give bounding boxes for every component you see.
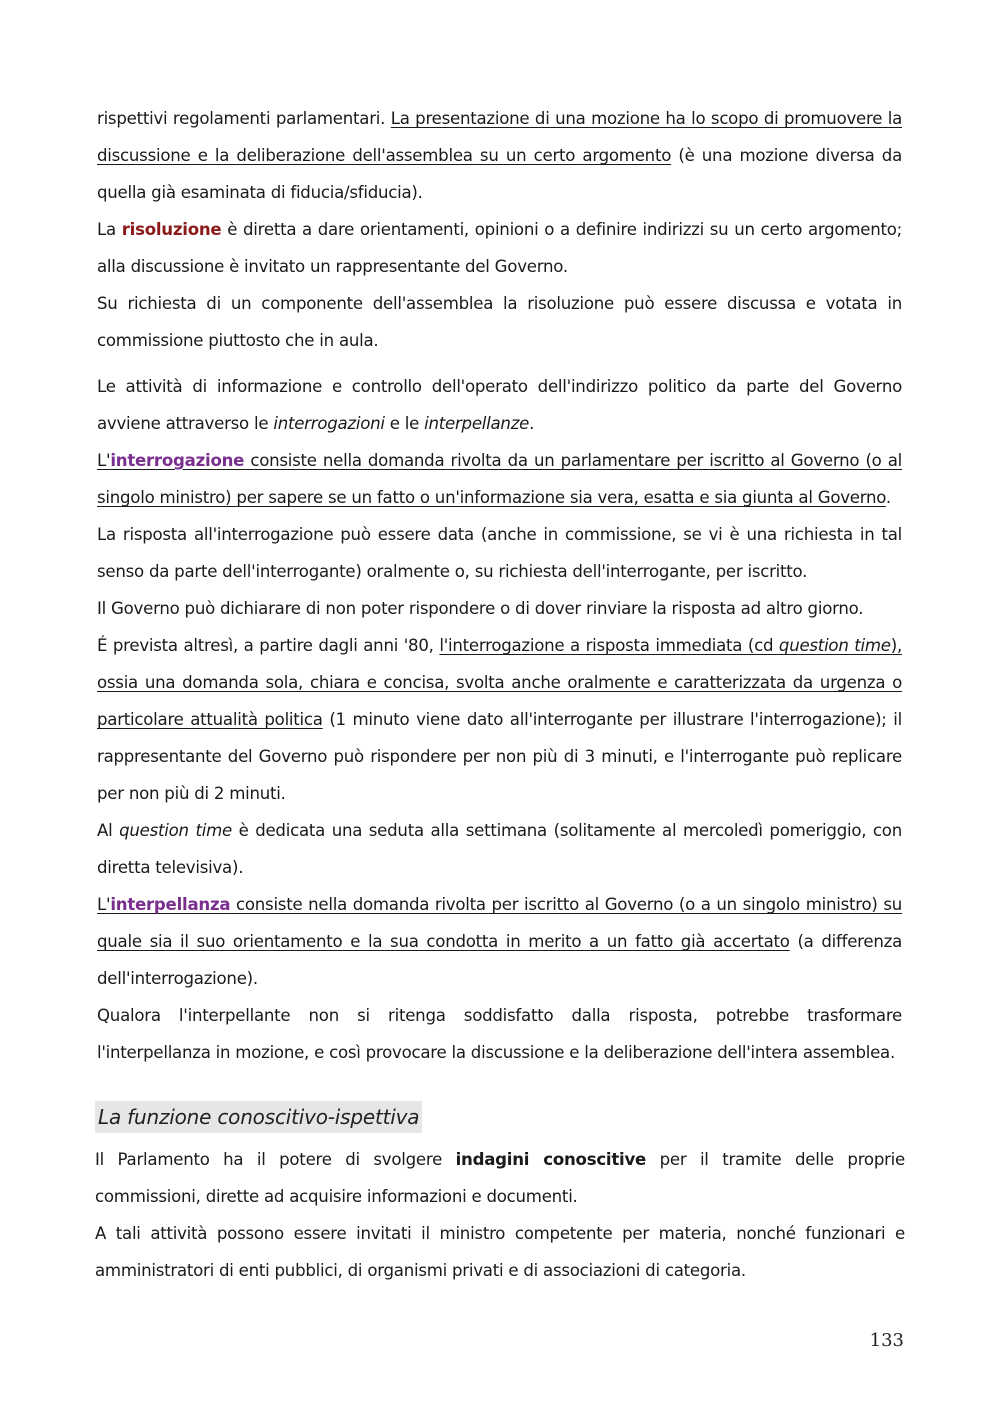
section-text-block [95,1141,905,1289]
paragraph-mozione: rispettivi regolamenti parlamentari. La presentazione di una mozione ha lo scopo di promuovere la discussione e la deliberazione dell'assemblea su un certo argomento (è una mozione diversa da quella già esaminata di fiducia/sfiducia). [97,109,902,202]
paragraph-interrogazione: L'interrogazione consiste nella domanda rivolta da un parlamentare per iscritto al Governo (o al singolo ministro) per sapere se un fatto o un'informazione sia vera, esatta e sia giunta al Governo. [97,451,902,507]
paragraph-interpellanza: L'interpellanza consiste nella domanda rivolta per iscritto al Governo (o a un singolo ministro) su quale sia il suo orientamento e la sua condotta in merito a un fatto già accertato (a differenza dell'interrogazione). [97,895,902,988]
paragraph-invitati: A tali attività possono essere invitati il ministro competente per materia, nonché funzionari e amministratori di enti pubblici, di organismi privati e di associazioni di categoria. [95,1224,905,1280]
body-text-block [97,100,902,1071]
paragraph-rinvio: Il Governo può dichiarare di non poter rispondere o di dover rinviare la risposta ad altro giorno. [97,599,864,618]
paragraph-indagini: Il Parlamento ha il potere di svolgere indagini conoscitive per il tramite delle proprie commissioni, dirette ad acquisire informazioni e documenti. [95,1150,905,1206]
paragraph-seduta: Al question time è dedicata una seduta alla settimana (solitamente al mercoledì pomeriggio, con diretta televisiva). [97,821,902,877]
paragraph-commissione: Su richiesta di un componente dell'assemblea la risoluzione può essere discussa e votata in commissione piuttosto che in aula. [97,294,902,350]
term-interpellanza: interpellanza [110,895,231,914]
term-indagini-conoscitive: indagini conoscitive [455,1150,647,1169]
paragraph-risoluzione: La risoluzione è diretta a dare orientamenti, opinioni o a definire indirizzi su un certo argomento; alla discussione è invitato un rappresentante del Governo. [97,220,902,276]
page-number: 133 [869,1330,904,1351]
section-heading: La funzione conoscitivo-ispettiva [95,1101,422,1133]
underlined-text: La presentazione di una mozione ha lo scopo di promuovere la discussione e la deliberazione dell'assemblea su un certo argomento [97,109,902,165]
paragraph-risposta: La risposta all'interrogazione può essere data (anche in commissione, se vi è una richiesta in tal senso da parte dell'interrogante) oralmente o, su richiesta dell'interrogante, per iscritto. [97,525,902,581]
underlined-text: l'interrogazione a risposta immediata (cd question time), ossia una domanda sola, chiara e concisa, svolta anche oralmente e caratterizzata da urgenza o particolare attualità politica [97,636,902,729]
paragraph-controllo: Le attività di informazione e controllo dell'operato dell'indirizzo politico da parte del Governo avviene attraverso le interrogazioni e le interpellanze. [97,377,902,433]
term-risoluzione: risoluzione [121,220,222,239]
paragraph-question-time: É prevista altresì, a partire dagli anni '80, l'interrogazione a risposta immediata (cd question time), ossia una domanda sola, chiara e concisa, svolta anche oralmente e caratterizzata da urgenza o particolare attualità politica (1 minuto viene dato all'interrogante per illustrare l'interrogazione); il rappresentante del Governo può rispondere per non più di 3 minuti, e l'interrogante può replicare per non più di 2 minuti. [97,636,902,803]
paragraph-mozione-trasformazione: Qualora l'interpellante non si ritenga soddisfatto dalla risposta, potrebbe trasformare l'interpellanza in mozione, e così provocare la discussione e la deliberazione dell'intera assemblea. [97,1006,902,1062]
term-interrogazione: interrogazione [110,451,245,470]
